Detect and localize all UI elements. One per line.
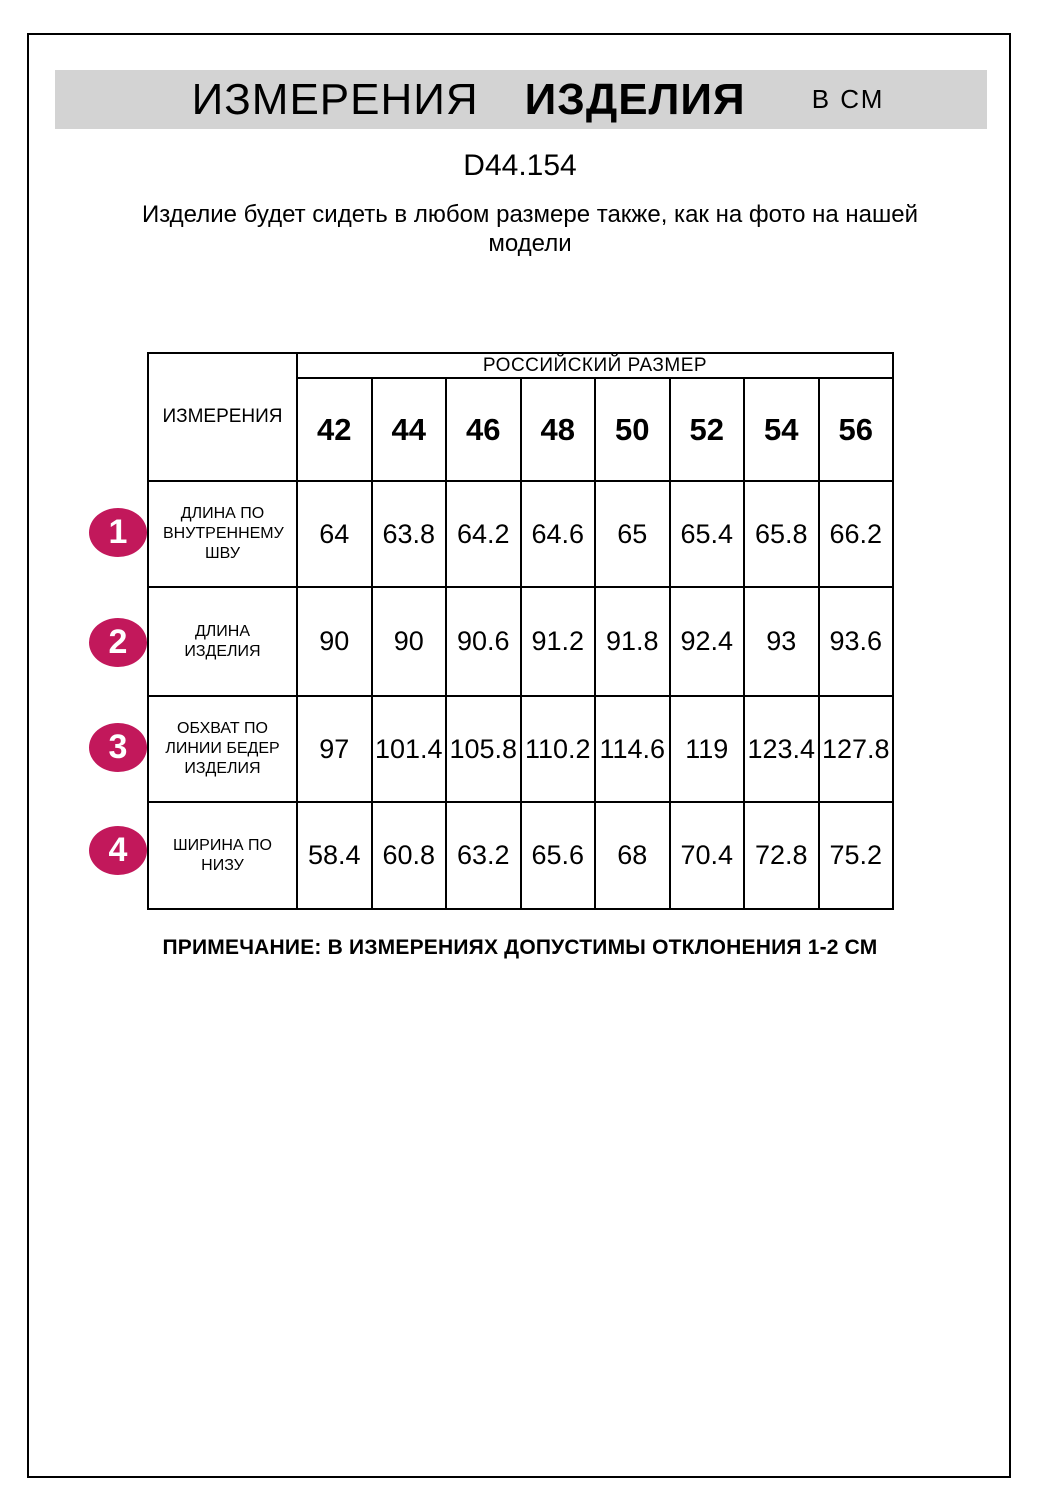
table-cell: 70.4 (670, 802, 745, 909)
table-cell: 64.6 (521, 481, 596, 587)
table-cell: 64 (297, 481, 372, 587)
row-marker-4-number: 4 (108, 831, 128, 869)
table-cell: 65.8 (744, 481, 819, 587)
row-label: ОБХВАТ ПО ЛИНИИ БЕДЕР ИЗДЕЛИЯ (148, 696, 297, 802)
row-marker-4 (89, 826, 147, 875)
table-cell: 66.2 (819, 481, 894, 587)
page-title-product: ИЗДЕЛИЯ (524, 74, 746, 124)
size-header-44: 44 (372, 378, 447, 481)
table-cell: 72.8 (744, 802, 819, 909)
table-cell: 123.4 (744, 696, 819, 802)
row-marker-3-number: 3 (108, 728, 128, 766)
table-cell: 105.8 (446, 696, 521, 802)
size-header-48: 48 (521, 378, 596, 481)
size-header-54: 54 (744, 378, 819, 481)
table-cell: 97 (297, 696, 372, 802)
tolerance-note: ПРИМЕЧАНИЕ: В ИЗМЕРЕНИЯХ ДОПУСТИМЫ ОТКЛОНЕНИЯ 1-2 СМ (162, 936, 878, 959)
title-banner (55, 70, 987, 129)
table-row-hip-girth (148, 696, 893, 802)
row-label: ДЛИНА ИЗДЕЛИЯ (148, 587, 297, 696)
size-header-50: 50 (595, 378, 670, 481)
size-header-46: 46 (446, 378, 521, 481)
table-cell: 65 (595, 481, 670, 587)
table-cell: 91.2 (521, 587, 596, 696)
table-cell: 60.8 (372, 802, 447, 909)
fit-description: Изделие будет сидеть в любом размере также, как на фото на нашей модели (141, 201, 919, 257)
page-title-measurements: ИЗМЕРЕНИЯ (191, 74, 479, 124)
table-cell: 119 (670, 696, 745, 802)
table-cell: 90 (297, 587, 372, 696)
table-cell: 90.6 (446, 587, 521, 696)
row-label: ШИРИНА ПО НИЗУ (148, 802, 297, 909)
table-cell: 93.6 (819, 587, 894, 696)
table-cell: 110.2 (521, 696, 596, 802)
size-header-52: 52 (670, 378, 745, 481)
table-cell: 65.4 (670, 481, 745, 587)
units-label: В СМ (811, 84, 885, 114)
table-cell: 90 (372, 587, 447, 696)
product-code: D44.154 (463, 149, 577, 182)
table-cell: 93 (744, 587, 819, 696)
row-marker-3 (89, 723, 147, 772)
row-marker-2 (89, 618, 147, 667)
row-marker-2-number: 2 (108, 623, 128, 661)
russian-size-header: РОССИЙСКИЙ РАЗМЕР (297, 353, 893, 378)
row-marker-1 (89, 508, 147, 557)
table-cell: 63.2 (446, 802, 521, 909)
table-cell: 58.4 (297, 802, 372, 909)
table-cell: 68 (595, 802, 670, 909)
table-group-header-row (148, 353, 893, 378)
size-header-56: 56 (819, 378, 894, 481)
table-cell: 75.2 (819, 802, 894, 909)
table-cell: 63.8 (372, 481, 447, 587)
table-cell: 91.8 (595, 587, 670, 696)
table-cell: 127.8 (819, 696, 894, 802)
size-table (147, 352, 894, 910)
table-row-garment-length (148, 587, 893, 696)
table-cell: 64.2 (446, 481, 521, 587)
table-cell: 114.6 (595, 696, 670, 802)
row-label: ДЛИНА ПО ВНУТРЕННЕМУ ШВУ (148, 481, 297, 587)
size-header-42: 42 (297, 378, 372, 481)
table-row-bottom-width (148, 802, 893, 909)
table-row-inseam-length (148, 481, 893, 587)
row-marker-1-number: 1 (108, 513, 128, 551)
table-cell: 101.4 (372, 696, 447, 802)
measurements-column-header: ИЗМЕРЕНИЯ (148, 353, 297, 481)
table-cell: 92.4 (670, 587, 745, 696)
table-cell: 65.6 (521, 802, 596, 909)
